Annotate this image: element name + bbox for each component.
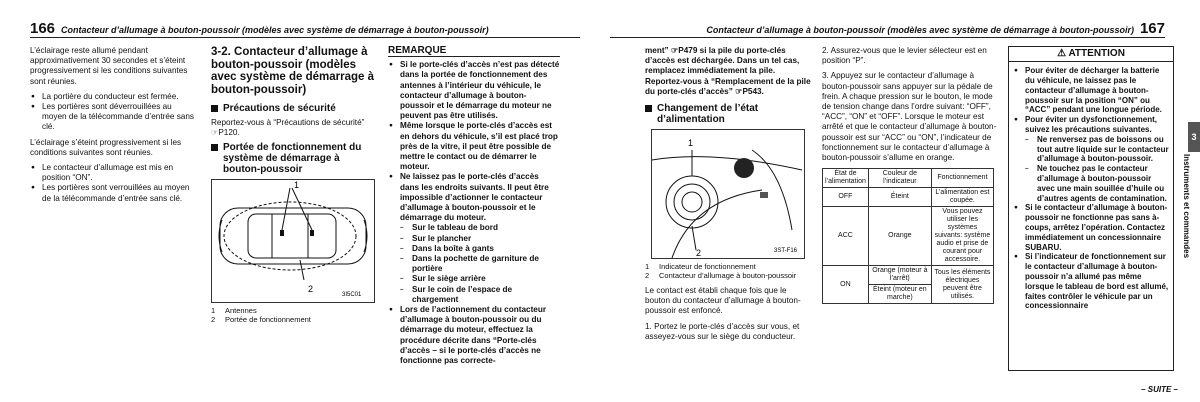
step-item: 1. Portez le porte-clés d’accès sur vous, et asseyez-vous sur le siège du conducteur. bbox=[645, 321, 800, 341]
list-item: ● Si le contacteur d’allumage à bouton-poussoir ne fonctionne pas sans à-coups, arrêtez l’opération. Contactez immédiatement un concessionnaire SUBARU. bbox=[1013, 203, 1169, 252]
list-item: ● Même lorsque le porte-clés d’accès est en dehors du véhicule, s’il est placé trop près de la vitre, il peut être possible de mettre le contact ou de démarrer le moteur. bbox=[388, 121, 560, 172]
list-item: – Sur le tableau de bord bbox=[400, 223, 560, 233]
left-header bbox=[30, 20, 580, 38]
right-header bbox=[610, 20, 1165, 38]
right-column-1 bbox=[645, 46, 811, 347]
table-cell: Vous pouvez utiliser les systèmes suivants: système audio et prise de courant pour accessoire. bbox=[931, 207, 993, 266]
dash-list bbox=[400, 223, 560, 305]
subsection-title: Changement de l’état d’alimentation bbox=[645, 103, 811, 125]
paragraph: ment” ☞P479 si la pile du porte-clés d’accès est déchargée. Dans un tel cas, remplacez immédiatement la pile. Reportez-vous à “Remplacement de la pile du porte-clés d’accès” ☞P543. bbox=[645, 46, 811, 96]
table-row bbox=[823, 266, 994, 285]
right-column-2 bbox=[822, 46, 998, 304]
car-top-view-illustration bbox=[212, 180, 374, 302]
attention-header: ⚠ ATTENTION bbox=[1008, 46, 1174, 62]
table-cell: Éteint bbox=[868, 188, 931, 207]
table-header: Couleur de l’indicateur bbox=[868, 169, 931, 188]
figure-label-2: 2 bbox=[308, 284, 314, 295]
continued-footer: – SUITE – bbox=[1141, 385, 1178, 394]
paragraph: L’éclairage reste allumé pendant approximativement 30 secondes et s’éteint progressivement si les conditions suivantes sont réunies. bbox=[30, 46, 188, 86]
subsection-title: Portée de fonctionnement du système de démarrage à bouton-poussoir bbox=[211, 142, 376, 175]
list-item: – Dans la boîte à gants bbox=[400, 244, 560, 254]
paragraph: L’éclairage s’éteint progressivement si les conditions suivantes sont réunies. bbox=[30, 137, 182, 157]
page-ref-icon: ☞ bbox=[670, 46, 679, 55]
bullet-list bbox=[30, 163, 196, 204]
paragraph: Le contact est établi chaque fois que le bouton du contacteur d’allumage à bouton-poussoir est enfoncé. bbox=[645, 286, 801, 316]
step-item: 3. Appuyez sur le contacteur d’allumage à bouton-poussoir sans appuyer sur la pédale de frein. A chaque pression sur le bouton, le mode de tension change dans l’ordre suivant: “OFF”, “ACC”, “ON” et “OFF”. Lorsque le moteur est arrêté et que le contacteur d’allumage à bouton-poussoir est sur “ACC” ou “ON”, l’indicateur de fonctionnement sur le contacteur d’allumage à bouton-poussoir s’allume en orange. bbox=[822, 71, 997, 163]
list-item: – Ne touchez pas le contacteur d’allumage à bouton-poussoir avec une main souillée d’huile ou d’autres agents de contamination. bbox=[1025, 164, 1169, 203]
list-item: – Sur le plancher bbox=[400, 234, 560, 244]
paragraph bbox=[211, 118, 376, 138]
table-cell: Orange bbox=[868, 207, 931, 266]
remark-title: REMARQUE bbox=[388, 46, 560, 57]
page-ref: P120. bbox=[218, 128, 240, 138]
subsection-title: Précautions de sécurité bbox=[211, 103, 376, 114]
right-header-title: Contacteur d’allumage à bouton-poussoir (modèles avec système de démarrage à bouton-poussoir) bbox=[706, 25, 1134, 35]
table-cell: ON bbox=[823, 266, 869, 304]
ref-text: Reportez-vous à “Précautions de sécurité” bbox=[211, 118, 365, 127]
step-item: 2. Assurez-vous que le levier sélecteur est en position “P”. bbox=[822, 46, 987, 66]
left-column-3 bbox=[388, 46, 560, 371]
right-page-number: 167 bbox=[1139, 20, 1165, 37]
chapter-title: Instruments et commandes bbox=[1182, 154, 1191, 259]
left-header-title: Contacteur d’allumage à bouton-poussoir (modèles avec système de démarrage à bouton-poussoir) bbox=[61, 25, 489, 35]
list-item: ● Si l’indicateur de fonctionnement sur le contacteur d’allumage à bouton-poussoir n’a allumé pas même lorsque le tableau de bord est allumé, faites contrôler le véhicule par un concessionnaire bbox=[1013, 252, 1169, 311]
list-item: – Sur le coin de l’espace de chargement bbox=[400, 285, 560, 305]
caption-item: 2 Portée de fonctionnement bbox=[211, 315, 311, 325]
list-item: ● Si le porte-clés d’accès n’est pas détecté dans la portée de fonctionnement des antennes à l’intérieur du véhicule, le contacteur d’allumage à bouton-poussoir et le démarrage du moteur ne peuvent pas être utilisés. bbox=[388, 60, 560, 121]
page-ref-icon: ☞ bbox=[735, 86, 743, 96]
list-item: ● Pour éviter un dysfonctionnement, suivez les précautions suivantes. – Ne renversez pas de boissons ou tout autre liquide sur le contacteur d’allumage à bouton-poussoir. – Ne touchez pas le contacteur d’allumage à bouton-poussoir avec une main souillée d’huile ou d’autres agents de contamination. bbox=[1013, 115, 1169, 203]
page-ref-icon: ☞ bbox=[211, 128, 219, 138]
remark-list bbox=[388, 60, 560, 366]
push-button-illustration bbox=[652, 130, 804, 258]
car-antenna-figure bbox=[211, 179, 375, 303]
warning-triangle-icon: ⚠ bbox=[1057, 48, 1067, 59]
left-page bbox=[0, 0, 590, 402]
power-mode-table bbox=[822, 168, 994, 304]
table-header: Fonctionnement bbox=[931, 169, 993, 188]
caption-item: 2 Contacteur d’allumage à bouton-poussoir bbox=[645, 271, 797, 281]
table-cell: Tous les éléments électriques peuvent être utilisés. bbox=[931, 266, 993, 304]
list-item: ● Le contacteur d’allumage est mis en position “ON”. bbox=[30, 163, 196, 183]
list-item: ● Lors de l’actionnement du contacteur d’allumage à bouton-poussoir ou du démarrage du moteur, effectuez la procédure décrite dans “Porte-clés d’accès – si le porte-clés d’accès ne fonctionne pas correcte- bbox=[388, 305, 560, 366]
left-page-number: 166 bbox=[30, 20, 56, 37]
table-header-row bbox=[823, 169, 994, 188]
table-row bbox=[823, 188, 994, 207]
dash-list bbox=[1025, 135, 1169, 204]
bullet-list bbox=[30, 92, 196, 133]
table-cell: Orange (moteur à l’arrêt) bbox=[868, 266, 931, 285]
list-item: ● La portière du conducteur est fermée. bbox=[30, 92, 196, 102]
caption-item: 1 Indicateur de fonctionnement bbox=[645, 262, 756, 272]
list-item: ● Les portières sont déverrouillées au moyen de la télécommande d’entrée sans clé. bbox=[30, 102, 196, 133]
push-button-figure bbox=[651, 129, 805, 259]
figure-label-2: 2 bbox=[696, 248, 702, 259]
right-page bbox=[610, 0, 1200, 402]
attention-box bbox=[1008, 62, 1174, 371]
list-item: – Ne renversez pas de boissons ou tout autre liquide sur le contacteur d’allumage à bouton-poussoir. bbox=[1025, 135, 1169, 164]
left-column-1 bbox=[30, 46, 196, 209]
attention-list bbox=[1013, 66, 1169, 311]
chapter-tab: 3 bbox=[1188, 122, 1200, 152]
caption-item: 1 Antennes bbox=[211, 306, 257, 316]
figure-code: 3ST-F16 bbox=[774, 248, 798, 255]
section-title: 3-2. Contacteur d’allumage à bouton-poussoir (modèles avec système de démarrage à bouton-poussoir) bbox=[211, 46, 375, 96]
right-column-3 bbox=[1008, 46, 1174, 371]
figure-caption bbox=[645, 262, 811, 280]
table-header: État de l’alimentation bbox=[823, 169, 869, 188]
left-column-2 bbox=[211, 46, 376, 324]
table-cell: Éteint (moteur en marche) bbox=[868, 285, 931, 304]
table-cell: ACC bbox=[823, 207, 869, 266]
table-row bbox=[823, 207, 994, 266]
list-item: – Dans la pochette de garniture de portière bbox=[400, 254, 560, 274]
figure-code: 3I5C01 bbox=[342, 292, 362, 299]
table-cell: L’alimentation est coupée. bbox=[931, 188, 993, 207]
list-item: ● Les portières sont verrouillées au moyen de la télécommande d’entrée sans clé. bbox=[30, 183, 196, 203]
figure-label-1: 1 bbox=[688, 138, 694, 149]
list-item: ● Ne laissez pas le porte-clés d’accès dans les endroits suivants. Il peut être impossible d’actionner le contacteur d’allumage à bouton-poussoir et le démarrage du moteur. – Sur le tableau de bord – Sur le plancher – Dans la boîte à gants – Dans la pochette de garniture de portière – Sur le siège arrière – Sur le coin de l’espace de chargement bbox=[388, 172, 560, 305]
list-item: – Sur le siège arrière bbox=[400, 274, 560, 284]
figure-caption bbox=[211, 306, 376, 324]
table-cell: OFF bbox=[823, 188, 869, 207]
figure-label-1: 1 bbox=[294, 180, 300, 191]
list-item: ● Pour éviter de décharger la batterie du véhicule, ne laissez pas le contacteur d’allumage à bouton-poussoir sur la position “ON” ou “ACC” pendant une longue période. bbox=[1013, 66, 1169, 115]
